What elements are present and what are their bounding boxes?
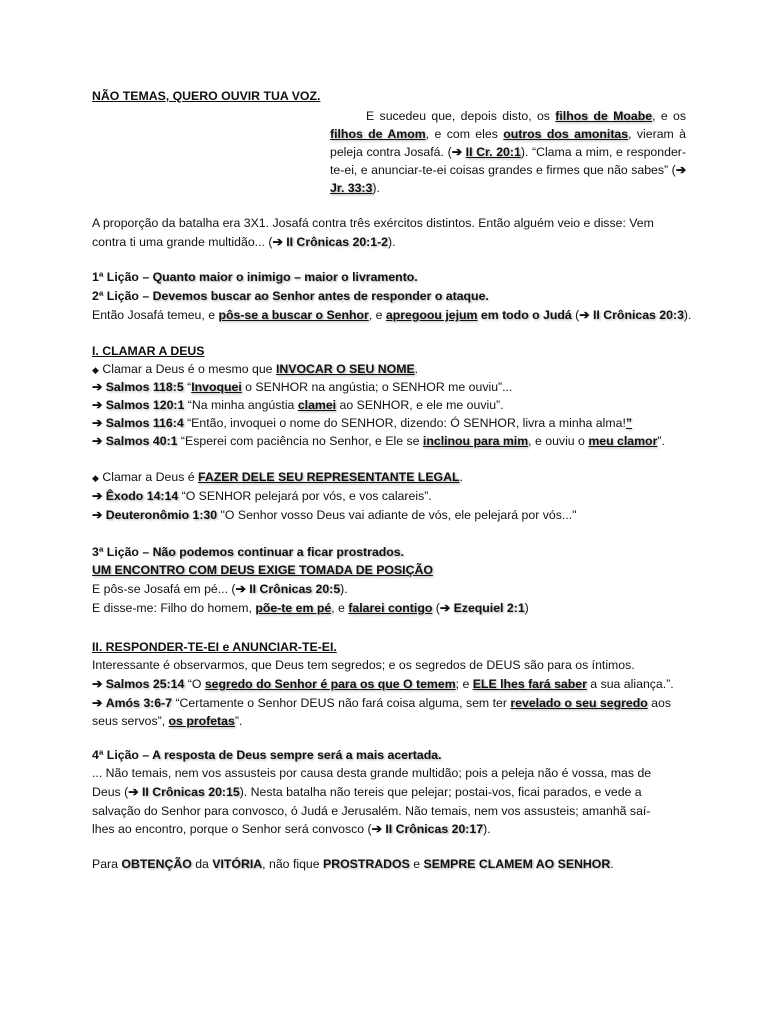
bible-ref: Salmos 118:5 <box>105 380 184 394</box>
bible-ref: Êxodo 14:14 <box>105 489 179 503</box>
arrow-icon: ➔ <box>92 380 103 394</box>
arrow-icon: ➔ <box>92 434 103 448</box>
bible-ref: Salmos 116:4 <box>105 416 184 430</box>
bible-ref: Salmos 120:1 <box>105 398 185 412</box>
bible-ref: II Crônicas 20:17 <box>385 822 484 836</box>
intro-paragraph <box>330 107 686 197</box>
lesson-4-line-1: ... Não temais, nem vos assusteis por causa desta grande multidão; pois a peleja não é vossa, mas de <box>92 766 652 780</box>
lesson-2: 2ª Lição – Devemos buscar ao Senhor antes de responder o ataque. <box>92 289 489 303</box>
lesson-1: 1ª Lição – Quanto maior o inimigo – maior o livramento. <box>92 270 418 284</box>
verse-salmos-116: ➔ Salmos 116:4 “Então, invoquei o nome do SENHOR, dizendo: Ó SENHOR, livra a minha alma!” <box>92 416 633 430</box>
josafa-line: Então Josafá temeu, e pôs-se a buscar o Senhor, e apregoou jejum em todo o Judá (➔ II Crônicas 20:3). <box>92 308 692 322</box>
arrow-icon: ➔ <box>235 582 246 596</box>
lesson-3-line-1: E pôs-se Josafá em pé... (➔ II Crônicas 20:5). <box>92 582 348 596</box>
verse-salmos-118: ➔ Salmos 118:5 “Invoquei o SENHOR na angústia; o SENHOR me ouviu”... <box>92 380 513 394</box>
section-2-intro: Interessante é observarmos, que Deus tem segredos; e os segredos de DEUS são para os íntimos. <box>92 658 635 672</box>
bible-ref: II Crônicas 20:3 <box>593 308 684 322</box>
arrow-icon: ➔ <box>439 601 451 615</box>
bible-ref: Ezequiel 2:1 <box>453 601 525 615</box>
bible-ref: II Crônicas 20:1-2 <box>286 235 389 249</box>
arrow-icon: ➔ <box>92 416 103 430</box>
arrow-icon: ➔ <box>92 398 103 412</box>
section-1-heading: I. CLAMAR A DEUS <box>92 344 205 358</box>
lesson-4-line-2: Deus (➔ II Crônicas 20:15). Nesta batalha não tereis que pelejar; postai-vos, ficai parados, e vede a <box>92 785 642 799</box>
verse-salmos-25: ➔ Salmos 25:14 “O segredo do Senhor é para os que O temem; e ELE lhes fará saber a sua aliança.”. <box>92 677 674 691</box>
arrow-icon: ➔ <box>92 696 103 710</box>
verse-amos-cont: seus servos”, os profetas”. <box>92 714 243 728</box>
section-1-bullet-1: ◆ Clamar a Deus é o mesmo que INVOCAR O SEU NOME. <box>92 362 419 376</box>
bible-ref: Salmos 25:14 <box>105 677 185 691</box>
bullet-icon: ◆ <box>92 365 99 375</box>
verse-salmos-120: ➔ Salmos 120:1 “Na minha angústia clamei ao SENHOR, e ele me ouviu”. <box>92 398 504 412</box>
bible-ref: Amós 3:6-7 <box>105 696 173 710</box>
bullet-icon: ◆ <box>92 473 99 483</box>
bible-ref: II Crônicas 20:5 <box>249 582 341 596</box>
lesson-4-line-4: lhes ao encontro, porque o Senhor será convosco (➔ II Crônicas 20:17). <box>92 822 491 836</box>
arrow-icon: ➔ <box>128 785 139 799</box>
lesson-3-line-2: E disse-me: Filho do homem, põe-te em pé, e falarei contigo (➔ Ezequiel 2:1) <box>92 601 529 615</box>
bible-ref: II Crônicas 20:15 <box>141 785 240 799</box>
document-title: NÃO TEMAS, QUERO OUVIR TUA VOZ. <box>92 89 321 103</box>
verse-deuteronomio: ➔ Deuteronômio 1:30 "O Senhor vosso Deus vai adiante de vós, ele pelejará por vós..." <box>92 508 577 522</box>
lesson-4: 4ª Lição – A resposta de Deus sempre será a mais acertada. <box>92 748 442 762</box>
section-1-bullet-2: ◆ Clamar a Deus é FAZER DELE SEU REPRESENTANTE LEGAL. <box>92 470 463 484</box>
verse-exodo: ➔ Êxodo 14:14 “O SENHOR pelejará por vós, e vos calareis”. <box>92 489 432 503</box>
arrow-icon: ➔ <box>451 145 462 159</box>
bible-ref: Jr. 33:3 <box>330 181 373 195</box>
section-2-heading: II. RESPONDER-TE-EI e ANUNCIAR-TE-EI. <box>92 640 337 654</box>
arrow-icon: ➔ <box>92 508 103 522</box>
lesson-4-line-3: salvação do Senhor para convosco, ó Judá e Jerusalém. Não temais, nem vos assusteis; amanhã saí- <box>92 804 651 818</box>
proportion-line-1: A proporção da batalha era 3X1. Josafá contra três exércitos distintos. Então alguém veio e disse: Vem <box>92 216 654 230</box>
arrow-icon: ➔ <box>272 235 283 249</box>
bible-ref: Salmos 40:1 <box>105 434 178 448</box>
bible-ref: Deuteronômio 1:30 <box>105 508 218 522</box>
verse-salmos-40: ➔ Salmos 40:1 “Esperei com paciência no Senhor, e Ele se inclinou para mim, e ouviu o meu clamor”. <box>92 434 665 448</box>
intro-text: E sucedeu que, depois disto, os filhos de Moabe, e os filhos de Amom, e com eles outros dos amonitas, vieram à peleja contra Josafá. (➔ II Cr. 20:1). “Clama a mim, e responder-te-ei, e anunciar-te-ei coisas grandes e firmes que não sabes” (➔ Jr. 33:3). <box>330 109 687 195</box>
lesson-3: 3ª Lição – Não podemos continuar a ficar prostrados. <box>92 545 405 559</box>
arrow-icon: ➔ <box>579 308 590 322</box>
proportion-line-2: contra ti uma grande multidão... (➔ II Crônicas 20:1-2). <box>92 235 396 249</box>
lesson-3-subheading: UM ENCONTRO COM DEUS EXIGE TOMADA DE POSIÇÃO <box>92 563 433 577</box>
arrow-icon: ➔ <box>371 822 382 836</box>
verse-amos: ➔ Amós 3:6-7 “Certamente o Senhor DEUS não fará coisa alguma, sem ter revelado o seu segredo aos <box>92 696 671 710</box>
arrow-icon: ➔ <box>92 677 103 691</box>
closing-line: Para OBTENÇÃO da VITÓRIA, não fique PROSTRADOS e SEMPRE CLAMEM AO SENHOR. <box>92 857 614 871</box>
arrow-icon: ➔ <box>92 489 103 503</box>
bible-ref: II Cr. 20:1 <box>465 145 521 159</box>
arrow-icon: ➔ <box>675 163 686 177</box>
